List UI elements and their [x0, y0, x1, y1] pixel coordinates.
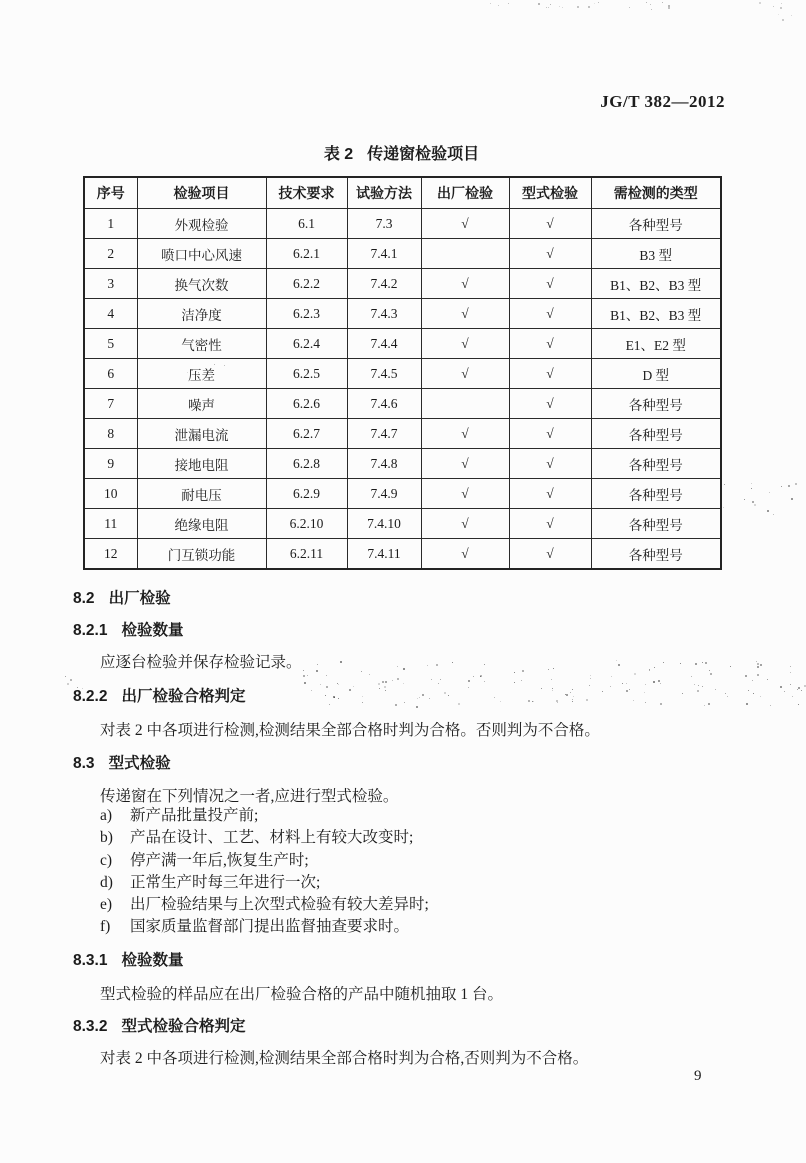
list-item-marker: c) [100, 851, 113, 869]
table-cell-factory: √ [421, 209, 509, 239]
table-cell-item: 泄漏电流 [137, 419, 266, 449]
table-cell-method: 7.4.7 [347, 419, 421, 449]
list-item [100, 827, 429, 849]
list-item-marker: d) [100, 873, 113, 891]
table-cell-type: √ [509, 509, 591, 539]
table-cell-factory [421, 389, 509, 419]
table-cell-factory: √ [421, 419, 509, 449]
table-row [84, 539, 721, 570]
table-cell-type: √ [509, 539, 591, 570]
column-header: 序号 [84, 177, 137, 209]
table-cell-type: √ [509, 479, 591, 509]
table-cell-factory: √ [421, 329, 509, 359]
table-cell-no: 6 [84, 359, 137, 389]
table-cell-item: 压差 [137, 359, 266, 389]
table-row [84, 449, 721, 479]
table-cell-req: 6.2.8 [266, 449, 347, 479]
table-cell-type: √ [509, 389, 591, 419]
table-cell-type: √ [509, 209, 591, 239]
table-row [84, 209, 721, 239]
clause-body-8-3: 传递窗在下列情况之一者,应进行型式检验。 [100, 788, 399, 805]
table-cell-req: 6.2.3 [266, 299, 347, 329]
table-cell-factory: √ [421, 359, 509, 389]
standard-code: JG/T 382—2012 [600, 92, 725, 111]
clause-heading-8-3-1 [73, 948, 184, 970]
table-row [84, 359, 721, 389]
column-header: 技术要求 [266, 177, 347, 209]
table-cell-req: 6.2.4 [266, 329, 347, 359]
list-item [100, 805, 429, 827]
table-cell-item: 接地电阻 [137, 449, 266, 479]
table-cell-method: 7.4.4 [347, 329, 421, 359]
table-cell-type: √ [509, 419, 591, 449]
table-cell-factory: √ [421, 479, 509, 509]
clause-heading-8-3-2 [73, 1014, 246, 1036]
table-cell-req: 6.2.7 [266, 419, 347, 449]
table-cell-type: √ [509, 299, 591, 329]
clause-title: 出厂检验合格判定 [121, 688, 246, 705]
table-cell-req: 6.2.6 [266, 389, 347, 419]
table-cell-item: 换气次数 [137, 269, 266, 299]
list-item-marker: e) [100, 896, 113, 914]
clause-title: 检验数量 [121, 622, 184, 639]
table-cell-factory [421, 239, 509, 269]
table-row [84, 239, 721, 269]
table-cell-no: 8 [84, 419, 137, 449]
table-body [84, 209, 721, 570]
table-cell-item: 喷口中心风速 [137, 239, 266, 269]
table-cell-req: 6.2.9 [266, 479, 347, 509]
table-cell-type: √ [509, 449, 591, 479]
clause-heading-8-2-1 [73, 618, 184, 640]
table-cell-no: 12 [84, 539, 137, 570]
table-row [84, 269, 721, 299]
list-item-text: 出厂检验结果与上次型式检验有较大差异时; [130, 896, 429, 914]
table-cell-no: 4 [84, 299, 137, 329]
clause-heading-8-3 [73, 751, 171, 773]
column-header: 需检测的类型 [591, 177, 721, 209]
table-row [84, 389, 721, 419]
table-cell-method: 7.4.9 [347, 479, 421, 509]
table-cell-no: 9 [84, 449, 137, 479]
table-cell-models: E1、E2 型 [591, 329, 721, 359]
inspection-items-table [83, 176, 722, 570]
table-cell-item: 洁净度 [137, 299, 266, 329]
table-cell-models: D 型 [591, 359, 721, 389]
table-cell-method: 7.4.2 [347, 269, 421, 299]
table-cell-no: 5 [84, 329, 137, 359]
table-cell-req: 6.2.11 [266, 539, 347, 570]
table-cell-no: 11 [84, 509, 137, 539]
list-item-text: 停产满一年后,恢复生产时; [130, 851, 309, 869]
list-item-text: 新产品批量投产前; [130, 807, 259, 824]
table-cell-no: 2 [84, 239, 137, 269]
list-item [100, 872, 429, 894]
clause-title: 出厂检验 [108, 590, 171, 607]
table-cell-models: 各种型号 [591, 209, 721, 239]
table-cell-models: B3 型 [591, 239, 721, 269]
table-cell-factory: √ [421, 539, 509, 570]
clause-number: 8.3.1 [73, 952, 108, 969]
table-caption [83, 141, 720, 164]
table-cell-req: 6.2.2 [266, 269, 347, 299]
table-cell-no: 7 [84, 389, 137, 419]
table-cell-type: √ [509, 329, 591, 359]
table-cell-factory: √ [421, 299, 509, 329]
table-cell-method: 7.4.10 [347, 509, 421, 539]
table-cell-models: 各种型号 [591, 479, 721, 509]
table-cell-type: √ [509, 269, 591, 299]
clause-number: 8.2.1 [73, 622, 108, 639]
table-cell-method: 7.4.3 [347, 299, 421, 329]
clause-number: 8.2.2 [73, 688, 108, 705]
table-cell-models: 各种型号 [591, 539, 721, 570]
table-cell-no: 10 [84, 479, 137, 509]
clause-body-8-2-2: 对表 2 中各项进行检测,检测结果全部合格时判为合格。否则判为不合格。 [100, 722, 600, 739]
table-cell-method: 7.4.5 [347, 359, 421, 389]
table-cell-method: 7.4.1 [347, 239, 421, 269]
table-cell-models: 各种型号 [591, 449, 721, 479]
table-cell-models: B1、B2、B3 型 [591, 269, 721, 299]
table-cell-no: 3 [84, 269, 137, 299]
table-cell-req: 6.2.10 [266, 509, 347, 539]
table-cell-req: 6.2.5 [266, 359, 347, 389]
clause-number: 8.2 [73, 590, 95, 607]
list-item-marker: a) [100, 807, 113, 824]
list-item-text: 正常生产时每三年进行一次; [130, 873, 321, 891]
table-caption-label: 表 2 [323, 146, 354, 163]
list-item-marker: b) [100, 829, 113, 847]
column-header: 试验方法 [347, 177, 421, 209]
clause-body-8-3-2: 对表 2 中各项进行检测,检测结果全部合格时判为合格,否则判为不合格。 [100, 1050, 589, 1067]
table-cell-method: 7.4.11 [347, 539, 421, 570]
table-cell-no: 1 [84, 209, 137, 239]
table-cell-type: √ [509, 359, 591, 389]
table-row [84, 419, 721, 449]
table-cell-item: 气密性 [137, 329, 266, 359]
list-item [100, 894, 429, 916]
list-item-text: 国家质量监督部门提出监督抽查要求时。 [130, 918, 410, 936]
table-cell-item: 门互锁功能 [137, 539, 266, 570]
clause-title: 型式检验合格判定 [121, 1018, 246, 1035]
table-cell-factory: √ [421, 509, 509, 539]
clause-title: 检验数量 [121, 952, 184, 969]
list-item [100, 916, 429, 938]
clause-body-8-2-1: 应逐台检验并保存检验记录。 [100, 654, 302, 671]
table-cell-method: 7.4.8 [347, 449, 421, 479]
clause-heading-8-2 [73, 586, 171, 608]
column-header: 型式检验 [509, 177, 591, 209]
table-row [84, 299, 721, 329]
table-row [84, 509, 721, 539]
table-cell-method: 7.3 [347, 209, 421, 239]
table-cell-req: 6.2.1 [266, 239, 347, 269]
table-cell-factory: √ [421, 269, 509, 299]
clause-body-8-3-1: 型式检验的样品应在出厂检验合格的产品中随机抽取 1 台。 [100, 986, 504, 1003]
clause-heading-8-2-2 [73, 684, 246, 706]
table-row [84, 329, 721, 359]
clause-number: 8.3.2 [73, 1018, 108, 1035]
table-cell-req: 6.1 [266, 209, 347, 239]
table-cell-models: B1、B2、B3 型 [591, 299, 721, 329]
clause-title: 型式检验 [108, 755, 171, 772]
table-row [84, 479, 721, 509]
table-cell-factory: √ [421, 449, 509, 479]
column-header: 检验项目 [137, 177, 266, 209]
column-header: 出厂检验 [421, 177, 509, 209]
table-cell-type: √ [509, 239, 591, 269]
list-item [100, 850, 429, 872]
table-cell-models: 各种型号 [591, 389, 721, 419]
table-cell-models: 各种型号 [591, 509, 721, 539]
table-cell-item: 绝缘电阻 [137, 509, 266, 539]
type-inspection-conditions-list [100, 805, 429, 939]
page-number: 9 [694, 1068, 702, 1084]
table-cell-item: 外观检验 [137, 209, 266, 239]
table-cell-item: 噪声 [137, 389, 266, 419]
table-cell-item: 耐电压 [137, 479, 266, 509]
table-cell-method: 7.4.6 [347, 389, 421, 419]
table-header-row [84, 177, 721, 209]
table-cell-models: 各种型号 [591, 419, 721, 449]
clause-number: 8.3 [73, 755, 95, 772]
list-item-marker: f) [100, 918, 111, 936]
table-caption-text: 传递窗检验项目 [367, 146, 480, 163]
list-item-text: 产品在设计、工艺、材料上有较大改变时; [130, 829, 414, 847]
